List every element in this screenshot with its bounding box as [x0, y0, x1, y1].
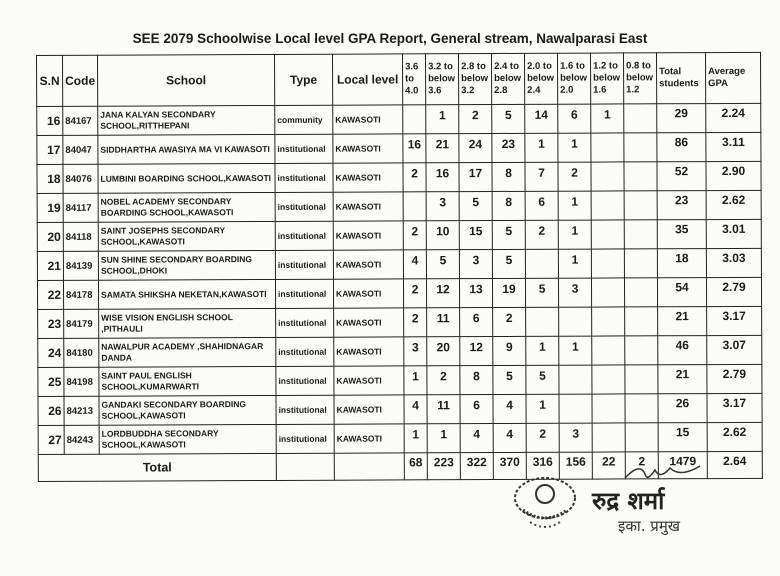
- sn-cell: 17: [37, 135, 63, 164]
- grade-count-cell: [591, 133, 624, 162]
- table-row: [37, 132, 761, 164]
- header-grade-6-line: 1.6: [593, 84, 607, 96]
- grade-count-cell: [624, 220, 657, 249]
- grade-count-cell: 5: [493, 365, 526, 394]
- total-students-cell: 26: [658, 394, 707, 423]
- grade-count-cell: [624, 104, 657, 133]
- header-grade-3: [491, 53, 524, 104]
- school-cell: NAWALPUR ACADEMY ,SHAHIDNAGAR DANDA: [99, 337, 276, 367]
- grade-count-cell: 2: [403, 221, 426, 250]
- grade-count-cell: 5: [525, 278, 558, 307]
- grade-count-cell: 2: [403, 279, 426, 308]
- header-grade-3-line: below: [494, 72, 522, 85]
- total-grade-cell: 156: [559, 452, 592, 479]
- header-local-level: Local level: [332, 54, 402, 105]
- grade-count-cell: 20: [427, 337, 460, 366]
- grade-count-cell: 2: [459, 105, 492, 134]
- total-students-cell: 54: [657, 278, 706, 307]
- grade-count-cell: 14: [525, 104, 558, 133]
- header-total-students-line: students: [659, 78, 699, 90]
- grade-count-cell: 1: [559, 336, 592, 365]
- grade-count-cell: 17: [459, 163, 492, 192]
- local-level-cell: KAWASOTI: [333, 163, 403, 192]
- grade-count-cell: [591, 191, 624, 220]
- header-sn: S.N: [37, 55, 63, 106]
- type-cell: institutional: [275, 221, 333, 250]
- grade-count-cell: 1: [404, 366, 427, 395]
- header-type: Type: [274, 54, 332, 105]
- grade-count-cell: 8: [460, 366, 493, 395]
- table-row: [38, 335, 762, 367]
- grade-count-cell: [526, 307, 559, 336]
- header-grade-4-line: 2.4: [527, 84, 541, 96]
- header-total-students-line: Total: [659, 66, 682, 78]
- header-grade-4: [524, 53, 557, 104]
- sn-cell: 16: [37, 106, 63, 135]
- grade-count-cell: [591, 162, 624, 191]
- average-gpa-cell: 3.11: [706, 132, 761, 161]
- local-level-cell: KAWASOTI: [333, 250, 403, 279]
- header-grade-4-line: 2.0 to: [527, 60, 552, 72]
- grade-count-cell: 5: [492, 220, 525, 249]
- grade-count-cell: [625, 423, 658, 452]
- empty-cell: [276, 453, 334, 480]
- average-gpa-cell: 2.62: [707, 422, 762, 451]
- grade-count-cell: 4: [493, 423, 526, 452]
- grade-count-cell: [403, 192, 426, 221]
- school-cell: SAINT PAUL ENGLISH SCHOOL,KUMARWARTI: [99, 366, 276, 396]
- header-total-students: [656, 53, 705, 104]
- code-cell: 84167: [63, 106, 98, 135]
- school-cell: SUN SHINE SECONDARY BOARDING SCHOOL,DHOKI: [98, 250, 275, 280]
- grade-count-cell: 1: [558, 220, 591, 249]
- total-students-cell: 35: [657, 220, 706, 249]
- school-cell: SIDDHARTHA AWASIYA MA VI KAWASOTI: [98, 134, 275, 164]
- average-gpa-cell: 2.79: [707, 364, 762, 393]
- header-grade-0-line: 4.0: [405, 85, 419, 97]
- type-cell: institutional: [276, 366, 334, 395]
- local-level-cell: KAWASOTI: [333, 279, 403, 308]
- school-cell: SAMATA SHIKSHA NEKETAN,KAWASOTI: [98, 279, 275, 309]
- total-students-cell: 46: [658, 336, 707, 365]
- sn-cell: 19: [37, 193, 63, 222]
- type-cell: institutional: [275, 279, 333, 308]
- grade-count-cell: [591, 278, 624, 307]
- grade-count-cell: 12: [460, 337, 493, 366]
- grade-count-cell: [592, 423, 625, 452]
- grade-count-cell: 3: [404, 337, 427, 366]
- grade-count-cell: 6: [525, 191, 558, 220]
- total-students-cell: 21: [658, 365, 707, 394]
- sn-cell: 18: [37, 164, 63, 193]
- grade-count-cell: 13: [459, 279, 492, 308]
- header-grade-6: [590, 53, 623, 104]
- grade-count-cell: [624, 162, 657, 191]
- grade-count-cell: 1: [558, 133, 591, 162]
- grade-count-cell: 4: [403, 250, 426, 279]
- header-row: [37, 52, 761, 106]
- grade-count-cell: 2: [403, 163, 426, 192]
- grade-count-cell: [592, 307, 625, 336]
- total-grade-cell: 2: [625, 452, 658, 479]
- code-cell: 84178: [63, 280, 98, 309]
- grade-count-cell: 3: [559, 423, 592, 452]
- header-grade-1-line: below: [428, 73, 456, 85]
- sn-cell: 20: [37, 222, 63, 251]
- header-grade-7: [623, 53, 656, 104]
- code-cell: 84117: [63, 193, 98, 222]
- total-grade-cell: 68: [404, 453, 427, 480]
- grade-count-cell: 11: [427, 395, 460, 424]
- table-row: [38, 364, 762, 396]
- header-average-gpa-line: Average: [708, 65, 746, 78]
- code-cell: 84198: [64, 367, 99, 396]
- grade-count-cell: [591, 220, 624, 249]
- type-cell: community: [275, 105, 333, 134]
- school-cell: JANA KALYAN SECONDARY SCHOOL,RITTHEPANI: [98, 105, 275, 135]
- grade-count-cell: 19: [492, 278, 525, 307]
- header-grade-6-line: 1.2 to: [593, 60, 618, 72]
- local-level-cell: KAWASOTI: [333, 221, 403, 250]
- grade-count-cell: [624, 191, 657, 220]
- grade-count-cell: 2: [404, 308, 427, 337]
- grade-count-cell: 6: [460, 308, 493, 337]
- table-row: [37, 161, 761, 193]
- code-cell: 84118: [63, 222, 98, 251]
- total-students-cell: 15: [658, 423, 707, 452]
- grade-count-cell: 8: [492, 191, 525, 220]
- header-grade-6-line: below: [593, 72, 621, 84]
- code-cell: 84139: [63, 251, 98, 280]
- average-gpa-cell: 2.24: [706, 103, 761, 132]
- sn-cell: 25: [38, 367, 64, 396]
- grade-count-cell: 24: [459, 134, 492, 163]
- header-average-gpa-line: GPA: [708, 77, 729, 90]
- header-grade-0-line: 3.6: [405, 61, 419, 73]
- header-grade-1-line: 3.6: [428, 85, 442, 97]
- code-cell: 84076: [63, 164, 98, 193]
- grade-count-cell: [591, 249, 624, 278]
- header-grade-3-line: 2.4 to: [494, 60, 519, 73]
- grade-count-cell: 1: [591, 104, 624, 133]
- grade-count-cell: 1: [404, 424, 427, 453]
- grade-count-cell: [559, 394, 592, 423]
- grade-count-cell: 1: [526, 336, 559, 365]
- header-code: Code: [63, 55, 98, 106]
- grade-count-cell: 1: [525, 133, 558, 162]
- type-cell: institutional: [275, 192, 333, 221]
- grade-count-cell: 2: [525, 220, 558, 249]
- total-grade-cell: 322: [460, 453, 493, 480]
- code-cell: 84179: [64, 309, 99, 338]
- school-cell: GANDAKI SECONDARY BOARDING SCHOOL,KAWASOTI: [99, 395, 276, 425]
- grade-count-cell: 5: [426, 250, 459, 279]
- header-grade-7-line: 0.8 to: [626, 60, 651, 72]
- average-gpa-cell: 2.79: [706, 277, 761, 306]
- table-row: [37, 190, 761, 222]
- local-level-cell: KAWASOTI: [333, 105, 403, 134]
- header-grade-1: [425, 54, 458, 105]
- grade-count-cell: [625, 394, 658, 423]
- grade-count-cell: [592, 394, 625, 423]
- grade-count-cell: 1: [426, 105, 459, 134]
- average-gpa-cell: 2.62: [706, 190, 761, 219]
- grade-count-cell: 10: [426, 221, 459, 250]
- type-cell: institutional: [276, 424, 334, 453]
- table-row: [37, 277, 761, 309]
- code-cell: 84047: [63, 135, 98, 164]
- grade-count-cell: [625, 365, 658, 394]
- local-level-cell: KAWASOTI: [333, 134, 403, 163]
- average-gpa-cell: 3.17: [707, 306, 762, 335]
- grade-count-cell: [624, 278, 657, 307]
- header-grade-5: [557, 53, 590, 104]
- overall-average-gpa-cell: 2.64: [707, 451, 762, 478]
- grade-count-cell: 4: [404, 395, 427, 424]
- local-level-cell: KAWASOTI: [334, 424, 404, 453]
- grade-count-cell: 1: [558, 191, 591, 220]
- average-gpa-cell: 3.01: [706, 219, 761, 248]
- table-row: [38, 393, 762, 425]
- type-cell: institutional: [276, 308, 334, 337]
- header-grade-2: [458, 54, 491, 105]
- grade-count-cell: 11: [427, 308, 460, 337]
- total-students-cell: 29: [657, 104, 706, 133]
- average-gpa-cell: 2.90: [706, 161, 761, 190]
- header-grade-0: [402, 54, 425, 105]
- code-cell: 84180: [64, 338, 99, 367]
- header-grade-7-line: below: [626, 72, 654, 84]
- grade-count-cell: 5: [492, 249, 525, 278]
- header-grade-5-line: below: [560, 72, 588, 84]
- grade-count-cell: 2: [427, 366, 460, 395]
- grade-count-cell: [625, 336, 658, 365]
- grade-count-cell: 1: [427, 424, 460, 453]
- sn-cell: 24: [38, 338, 64, 367]
- local-level-cell: KAWASOTI: [333, 192, 403, 221]
- grade-count-cell: [592, 336, 625, 365]
- header-school: School: [98, 54, 275, 106]
- grade-count-cell: 5: [459, 192, 492, 221]
- header-grade-1-line: 3.2 to: [428, 61, 453, 73]
- header-grade-2-line: 3.2: [461, 85, 475, 97]
- total-grade-cell: 316: [526, 452, 559, 479]
- grand-total-cell: 1479: [658, 452, 707, 479]
- grade-count-cell: 2: [558, 162, 591, 191]
- total-grade-cell: 370: [493, 452, 526, 479]
- grade-count-cell: [525, 249, 558, 278]
- school-cell: LORDBUDDHA SECONDARY SCHOOL,KAWASOTI: [99, 424, 276, 454]
- table-row: [37, 248, 761, 280]
- signature-name: रुद्र शर्मा: [592, 487, 665, 515]
- grade-count-cell: 12: [426, 279, 459, 308]
- school-cell: SAINT JOSEPHS SECONDARY SCHOOL,KAWASOTI: [98, 221, 275, 251]
- total-students-cell: 23: [657, 191, 706, 220]
- type-cell: institutional: [276, 395, 334, 424]
- header-grade-5-line: 1.6 to: [560, 60, 585, 72]
- grade-count-cell: 1: [558, 249, 591, 278]
- grade-count-cell: 2: [526, 423, 559, 452]
- local-level-cell: KAWASOTI: [334, 337, 404, 366]
- grade-count-cell: 16: [403, 134, 426, 163]
- grade-count-cell: [403, 105, 426, 134]
- school-cell: LUMBINI BOARDING SCHOOL,KAWASOTI: [98, 163, 275, 193]
- local-level-cell: KAWASOTI: [334, 395, 404, 424]
- grade-count-cell: 2: [493, 307, 526, 336]
- type-cell: institutional: [275, 163, 333, 192]
- grade-count-cell: 7: [525, 162, 558, 191]
- grade-count-cell: 8: [492, 162, 525, 191]
- school-cell: WISE VISION ENGLISH SCHOOL ,PITHAULI: [99, 308, 276, 338]
- table-row: [37, 219, 761, 251]
- code-cell: 84243: [64, 425, 99, 454]
- grade-count-cell: 5: [492, 104, 525, 133]
- grade-count-cell: [625, 307, 658, 336]
- type-cell: institutional: [275, 134, 333, 163]
- signature-title: इका. प्रमुख: [618, 517, 681, 535]
- signature-scribble-icon: [620, 460, 710, 486]
- sn-cell: 21: [37, 251, 63, 280]
- sn-cell: 22: [37, 280, 63, 309]
- average-gpa-cell: 3.17: [707, 393, 762, 422]
- grade-count-cell: 5: [526, 365, 559, 394]
- grade-count-cell: [624, 249, 657, 278]
- header-grade-2-line: 2.8 to: [461, 61, 486, 73]
- sn-cell: 27: [38, 425, 64, 454]
- gpa-report-table: [36, 52, 763, 482]
- grade-count-cell: 3: [558, 278, 591, 307]
- total-students-cell: 18: [657, 249, 706, 278]
- header-average-gpa: [705, 52, 760, 103]
- local-level-cell: KAWASOTI: [334, 308, 404, 337]
- total-label: Total: [38, 453, 276, 481]
- office-seal-icon: [505, 470, 585, 540]
- grade-count-cell: 9: [493, 336, 526, 365]
- total-grade-cell: 223: [427, 453, 460, 480]
- sn-cell: 26: [38, 396, 64, 425]
- total-students-cell: 21: [658, 307, 707, 336]
- school-cell: NOBEL ACADEMY SECONDARY BOARDING SCHOOL,KAWASOTI: [98, 192, 275, 222]
- header-grade-0-line: to: [405, 73, 415, 85]
- table-row: [38, 422, 762, 454]
- code-cell: 84213: [64, 396, 99, 425]
- type-cell: institutional: [275, 250, 333, 279]
- total-grade-cell: 22: [592, 452, 625, 479]
- table-row: [37, 103, 761, 135]
- sn-cell: 23: [38, 309, 64, 338]
- grade-count-cell: 23: [492, 133, 525, 162]
- grade-count-cell: [559, 365, 592, 394]
- local-level-cell: KAWASOTI: [334, 366, 404, 395]
- grade-count-cell: [624, 133, 657, 162]
- header-grade-5-line: 2.0: [560, 84, 574, 96]
- header-grade-7-line: 1.2: [626, 84, 640, 96]
- grade-count-cell: 21: [426, 134, 459, 163]
- grade-count-cell: [592, 365, 625, 394]
- grade-count-cell: 4: [460, 424, 493, 453]
- average-gpa-cell: 3.03: [706, 248, 761, 277]
- grade-count-cell: 16: [426, 163, 459, 192]
- grade-count-cell: 6: [460, 395, 493, 424]
- total-students-cell: 86: [657, 133, 706, 162]
- report-title: SEE 2079 Schoolwise Local level GPA Report, General stream, Nawalparasi East: [132, 31, 648, 46]
- header-grade-2-line: below: [461, 73, 489, 85]
- average-gpa-cell: 3.07: [707, 335, 762, 364]
- grade-count-cell: [559, 307, 592, 336]
- type-cell: institutional: [276, 337, 334, 366]
- total-students-cell: 52: [657, 162, 706, 191]
- table-row: [38, 306, 762, 338]
- grade-count-cell: 3: [426, 192, 459, 221]
- grade-count-cell: 6: [558, 104, 591, 133]
- grade-count-cell: 3: [459, 250, 492, 279]
- grade-count-cell: 15: [459, 221, 492, 250]
- grade-count-cell: 4: [493, 394, 526, 423]
- empty-cell: [334, 453, 404, 480]
- header-grade-3-line: 2.8: [494, 84, 508, 97]
- grade-count-cell: 1: [526, 394, 559, 423]
- header-grade-4-line: below: [527, 72, 555, 84]
